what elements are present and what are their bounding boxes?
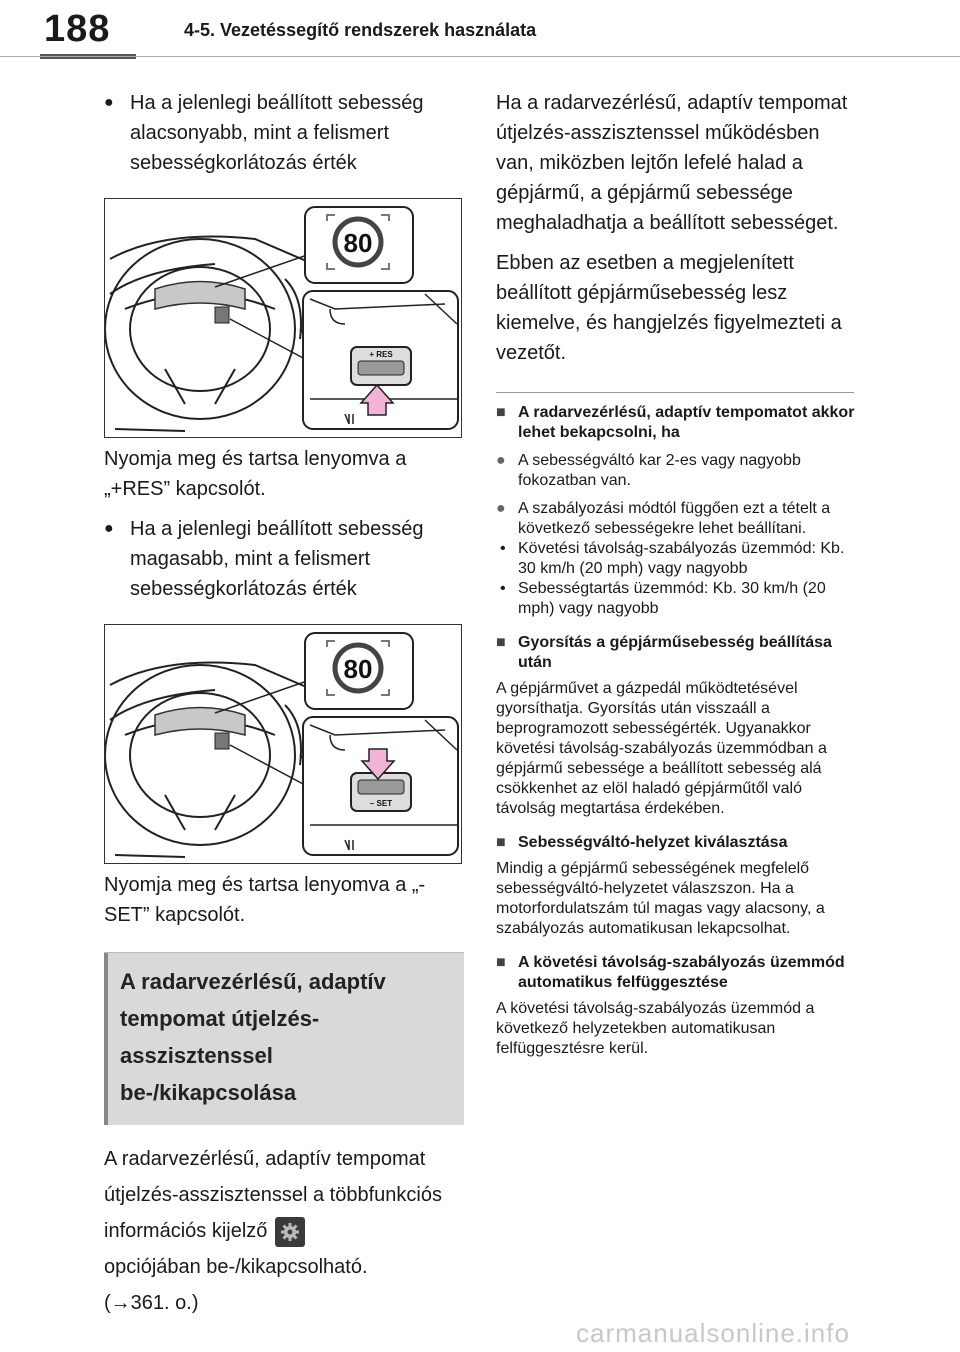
- gear-icon: [275, 1217, 305, 1247]
- speed-item-constant: [496, 579, 856, 619]
- header-rule: [0, 56, 960, 57]
- paragraph-downhill: Ha a radarvezérlésű, adaptív tempomat útjelzés-asszisztenssel működésben van, miközben lejtőn lefelé halad a gépjármű, a gépjármű sebessége meghaladhatja a beállított sebességet.: [496, 92, 848, 234]
- section-text-b: opciójában be-/kikapcsolható.: [104, 1256, 368, 1278]
- square-bullet: ■: [496, 834, 506, 851]
- bullet-text: Ha a jelenlegi beállított sebesség magasabb, mint a felismert sebességkorlátozás érték: [130, 518, 424, 600]
- speed-item-following: [496, 539, 856, 579]
- heading-activation: [496, 403, 856, 443]
- res-switch-label: + RES: [369, 350, 393, 359]
- figure-set-switch: [104, 624, 462, 864]
- instruction-res: Nyomja meg és tartsa lenyomva a „+RES” kapcsolót.: [104, 448, 407, 500]
- circle-bullet: ●: [496, 452, 506, 469]
- condition-gear: [496, 451, 856, 491]
- dot-bullet: •: [500, 580, 506, 597]
- bullet-higher-speed: [104, 514, 464, 604]
- square-bullet: ■: [496, 404, 506, 421]
- dot-bullet: •: [500, 540, 506, 557]
- watermark: carmanualsonline.info: [576, 1318, 850, 1348]
- heading-text: A követési távolság-szabályozás üzemmód automatikus felfüggesztése: [518, 954, 845, 991]
- paragraph-auto-suspend: A követési távolság-szabályozás üzemmód a következő helyzetekben automatikusan felfüggesztésre kerül.: [496, 1000, 815, 1057]
- circle-bullet: ●: [496, 500, 506, 517]
- dashboard-illustration: [105, 625, 462, 864]
- condition-speed: [496, 499, 856, 539]
- speed-sign-value: 80: [343, 228, 373, 258]
- speed-item-text: Követési távolság-szabályozás üzemmód: Kb. 30 km/h (20 mph) vagy nagyobb: [518, 540, 845, 577]
- section-title: A radarvezérlésű, adaptív tempomat útjelzés-asszisztenssel be-/kikapcsolása: [120, 969, 386, 1105]
- section-text-a: A radarvezérlésű, adaptív tempomat útjelzés-asszisztenssel a többfunkciós információs kijelző: [104, 1148, 442, 1242]
- heading-gear-selection: [496, 833, 856, 853]
- section-heading-box: [104, 952, 464, 1125]
- paragraph-warning: Ebben az esetben a megjelenített beállított gépjárműsebesség lesz kiemelve, és hangjelzés figyelmezteti a vezetőt.: [496, 252, 842, 364]
- bullet-dot: ●: [104, 94, 114, 111]
- square-bullet: ■: [496, 954, 506, 971]
- chapter-title: 4-5. Vezetéssegítő rendszerek használata: [184, 20, 537, 40]
- figure-res-switch: [104, 198, 462, 438]
- speed-sign-value: 80: [343, 654, 373, 684]
- page-number: 188: [44, 8, 111, 50]
- section-paragraph: [104, 1141, 464, 1321]
- paragraph-gear-selection: Mindig a gépjármű sebességének megfelelő sebességváltó-helyzetet válaszszon. Ha a motorfordulatszám túl magas vagy alacsony, a szabályozás automatikusan lekapcsolhat.: [496, 860, 825, 937]
- instruction-set: Nyomja meg és tartsa lenyomva a „-SET” kapcsolót.: [104, 874, 426, 926]
- speed-item-text: Sebességtartás üzemmód: Kb. 30 km/h (20 mph) vagy nagyobb: [518, 580, 826, 617]
- paragraph-acceleration: A gépjárművet a gázpedál működtetésével gyorsíthatja. Gyorsítás után visszaáll a beprogramozott sebességérték. Ugyanakkor követési távolság-szabályozás üzemmódban a gépjármű sebessége a beállított sebesség alá csökkenhet az elöl haladó gépjárműtől való távolság megtartása érdekében.: [496, 680, 827, 817]
- right-column: [496, 88, 856, 1059]
- dashboard-illustration: [105, 199, 462, 438]
- heading-text: Gyorsítás a gépjárműsebesség beállítása után: [518, 634, 832, 671]
- bullet-text: Ha a jelenlegi beállított sebesség alacsonyabb, mint a felismert sebességkorlátozás érték: [130, 92, 424, 174]
- heading-text: A radarvezérlésű, adaptív tempomatot akkor lehet bekapcsolni, ha: [518, 404, 855, 441]
- left-column: [104, 88, 464, 1321]
- set-switch-label: – SET: [369, 799, 393, 808]
- bullet-dot: ●: [104, 520, 114, 537]
- heading-acceleration: [496, 633, 856, 673]
- condition-text: A sebességváltó kar 2-es vagy nagyobb fokozatban van.: [518, 452, 801, 489]
- bullet-lower-speed: [104, 88, 464, 178]
- condition-text: A szabályozási módtól függően ezt a tételt a következő sebességekre lehet beállítani.: [518, 500, 831, 537]
- page-reference[interactable]: (→361. o.): [104, 1292, 199, 1314]
- heading-auto-suspend: [496, 953, 856, 993]
- square-bullet: ■: [496, 634, 506, 651]
- heading-text: Sebességváltó-helyzet kiválasztása: [518, 834, 788, 851]
- divider: [496, 392, 854, 393]
